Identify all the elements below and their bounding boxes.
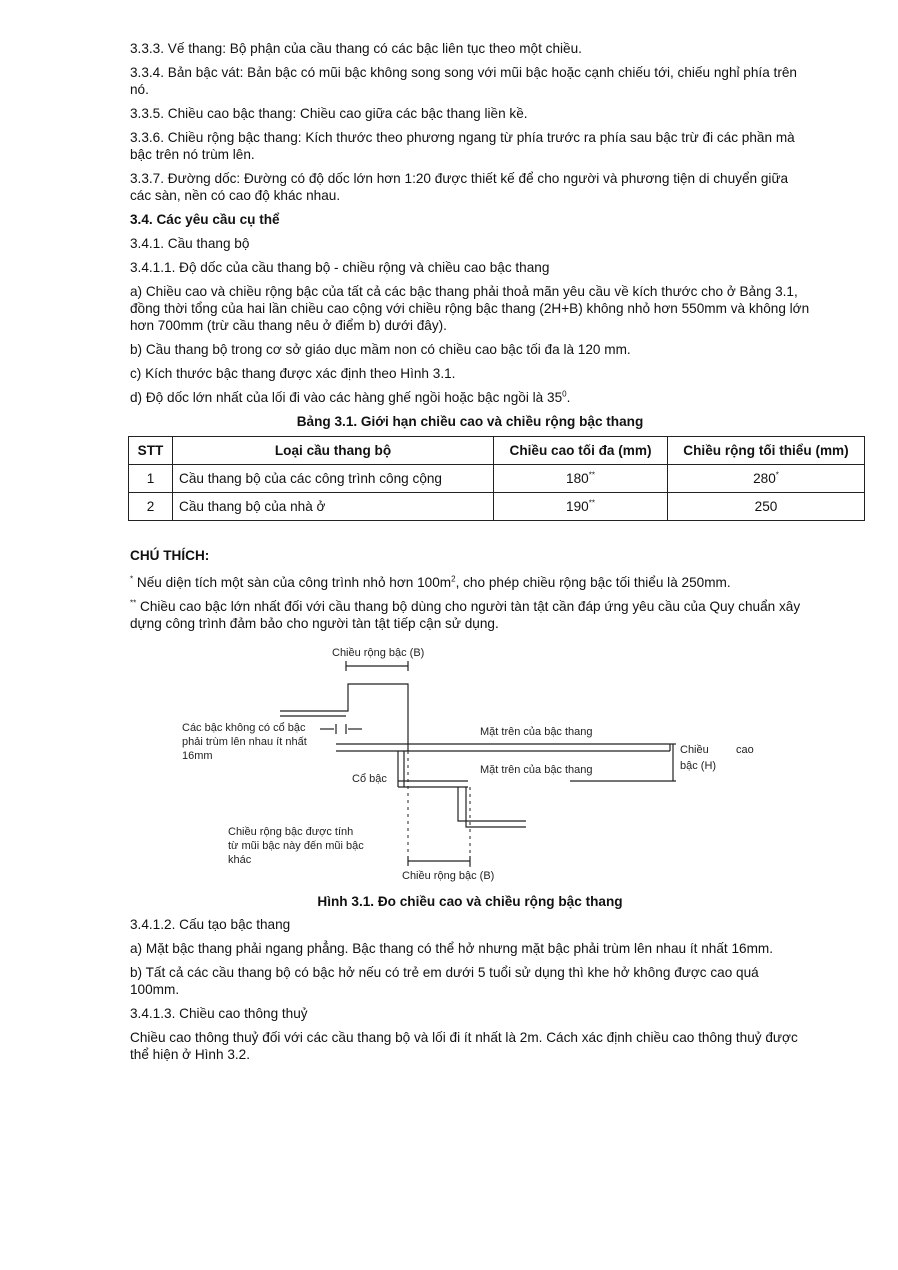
paragraph: 3.3.7. Đường dốc: Đường có độ dốc lớn hơn 1:20 được thiết kế để cho người và phương tiện di chuyển giữa các sàn, nền có cao độ khác nhau. <box>130 171 789 203</box>
paragraph: 3.3.6. Chiều rộng bậc thang: Kích thước theo phương ngang từ phía trước ra phía sau bậc trừ đi các phần mà bậc trên nó trùm lên. <box>130 130 795 162</box>
paragraph: b) Tất cả các cầu thang bộ có bậc hở nếu có trẻ em dưới 5 tuổi sử dụng thì khe hở không được cao quá 100mm. <box>130 965 759 997</box>
table-cell <box>668 465 865 493</box>
label-height: cao <box>736 744 754 756</box>
stair-diagram <box>170 639 810 889</box>
paragraph: 3.3.4. Bản bậc vát: Bản bậc có mũi bậc không song song với mũi bậc hoặc cạnh chiếu tới, chiếu nghỉ phía trên nó. <box>130 65 797 97</box>
sub-heading: 3.4.1.2. Cấu tạo bậc thang <box>130 917 291 932</box>
paragraph-text: d) Độ dốc lớn nhất của lối đi vào các hàng ghế ngồi hoặc bậc ngồi là 35 <box>130 390 563 405</box>
superscript: 2 <box>451 574 456 584</box>
sub-heading: 3.4.1.3. Chiều cao thông thuỷ <box>130 1006 308 1021</box>
table-header: Chiều rộng tối thiểu (mm) <box>668 437 865 465</box>
stair-diagram-svg <box>170 639 810 889</box>
label-width-note: từ mũi bậc này đến mũi bậc <box>228 840 364 852</box>
paragraph <box>130 389 810 406</box>
label-width-top: Chiều rộng bậc (B) <box>332 647 425 659</box>
note-text: Nếu diện tích một sàn của công trình nhỏ hơn 100m <box>133 575 452 590</box>
cell-value: 190 <box>566 499 589 514</box>
note-mark: ** <box>130 598 137 608</box>
paragraph: a) Chiều cao và chiều rộng bậc của tất cả các bậc thang phải thoả mãn yêu cầu về kích thước cho ở Bảng 3.1, đồng thời tổng của hai lần chiều cao cộng với chiều rộng bậc thang (2H+B) không nhỏ hơn 550mm và không lớn hơn 700mm (trừ cầu thang nêu ở điểm b) dưới đây). <box>130 284 810 333</box>
label-height: Chiều <box>680 744 709 756</box>
document-page <box>130 40 849 1070</box>
table-caption: Bảng 3.1. Giới hạn chiều cao và chiều rộng bậc thang <box>296 414 644 429</box>
notes-title: CHÚ THÍCH: <box>130 548 210 563</box>
sub-heading: 3.4.1. Cầu thang bộ <box>130 236 250 251</box>
note <box>130 574 810 591</box>
label-overlap: 16mm <box>182 750 213 762</box>
superscript: ** <box>588 498 595 508</box>
paragraph: Chiều cao thông thuỷ đối với các cầu thang bộ và lối đi ít nhất là 2m. Cách xác định chiều cao thông thuỷ được thể hiện ở Hình 3.2. <box>130 1030 798 1062</box>
superscript: 0 <box>562 389 567 399</box>
table-row <box>129 465 865 493</box>
table-cell: 2 <box>129 493 173 521</box>
table-cell <box>668 493 865 521</box>
label-tread-top: Mặt trên của bậc thang <box>480 726 593 738</box>
label-overlap: phải trùm lên nhau ít nhất <box>182 736 307 748</box>
lower-step-line <box>458 787 526 827</box>
table-row <box>129 493 865 521</box>
paragraph: c) Kích thước bậc thang được xác định theo Hình 3.1. <box>130 366 456 381</box>
table-cell: Cầu thang bộ của nhà ở <box>173 493 494 521</box>
table-cell: Cầu thang bộ của các công trình công cộng <box>173 465 494 493</box>
paragraph: 3.3.3. Vế thang: Bộ phận của cầu thang có các bậc liên tục theo một chiều. <box>130 41 582 56</box>
cell-value: 250 <box>754 499 778 514</box>
paragraph: a) Mặt bậc thang phải ngang phẳng. Bậc thang có thể hở nhưng mặt bậc phải trùm lên nhau ít nhất 16mm. <box>130 941 773 956</box>
table-cell <box>494 465 668 493</box>
paragraph: 3.3.5. Chiều cao bậc thang: Chiều cao giữa các bậc thang liền kề. <box>130 106 528 121</box>
table-header: Loại cầu thang bộ <box>173 437 494 465</box>
label-height: bậc (H) <box>680 760 717 772</box>
label-tread-bottom: Mặt trên của bậc thang <box>480 764 593 776</box>
label-width-note: khác <box>228 854 252 866</box>
note-text: Chiều cao bậc lớn nhất đối với cầu thang bộ dùng cho người tàn tật cần đáp ứng yêu cầu của Quy chuẩn xây dựng công trình đảm bảo cho người tàn tật tiếp cận sử dụng. <box>130 599 801 631</box>
section-heading: 3.4. Các yêu cầu cụ thể <box>130 212 280 227</box>
figure-caption: Hình 3.1. Đo chiều cao và chiều rộng bậc thang <box>317 894 623 909</box>
table-header-row <box>129 437 865 465</box>
cell-value: 280 <box>753 471 776 486</box>
table-cell <box>494 493 668 521</box>
table-cell: 1 <box>129 465 173 493</box>
table-header: STT <box>129 437 173 465</box>
label-width-bottom: Chiều rộng bậc (B) <box>402 870 495 882</box>
superscript: * <box>775 470 779 480</box>
paragraph: b) Cầu thang bộ trong cơ sở giáo dục mầm non có chiều cao bậc tối đa là 120 mm. <box>130 342 631 357</box>
note-mark: * <box>130 574 134 584</box>
label-riser: Cổ bậc <box>352 773 387 785</box>
paragraph-end: . <box>566 390 571 405</box>
cell-value: 180 <box>566 471 589 486</box>
label-width-note: Chiều rộng bậc được tính <box>228 826 354 838</box>
note <box>130 598 810 632</box>
stair-limits-table <box>128 436 865 521</box>
superscript: ** <box>588 470 595 480</box>
table-header: Chiều cao tối đa (mm) <box>494 437 668 465</box>
note-text-end: , cho phép chiều rộng bậc tối thiểu là 250mm. <box>455 575 731 590</box>
label-overlap: Các bậc không có cổ bậc <box>182 722 306 734</box>
sub-heading: 3.4.1.1. Độ dốc của cầu thang bộ - chiều rộng và chiều cao bậc thang <box>130 260 550 275</box>
